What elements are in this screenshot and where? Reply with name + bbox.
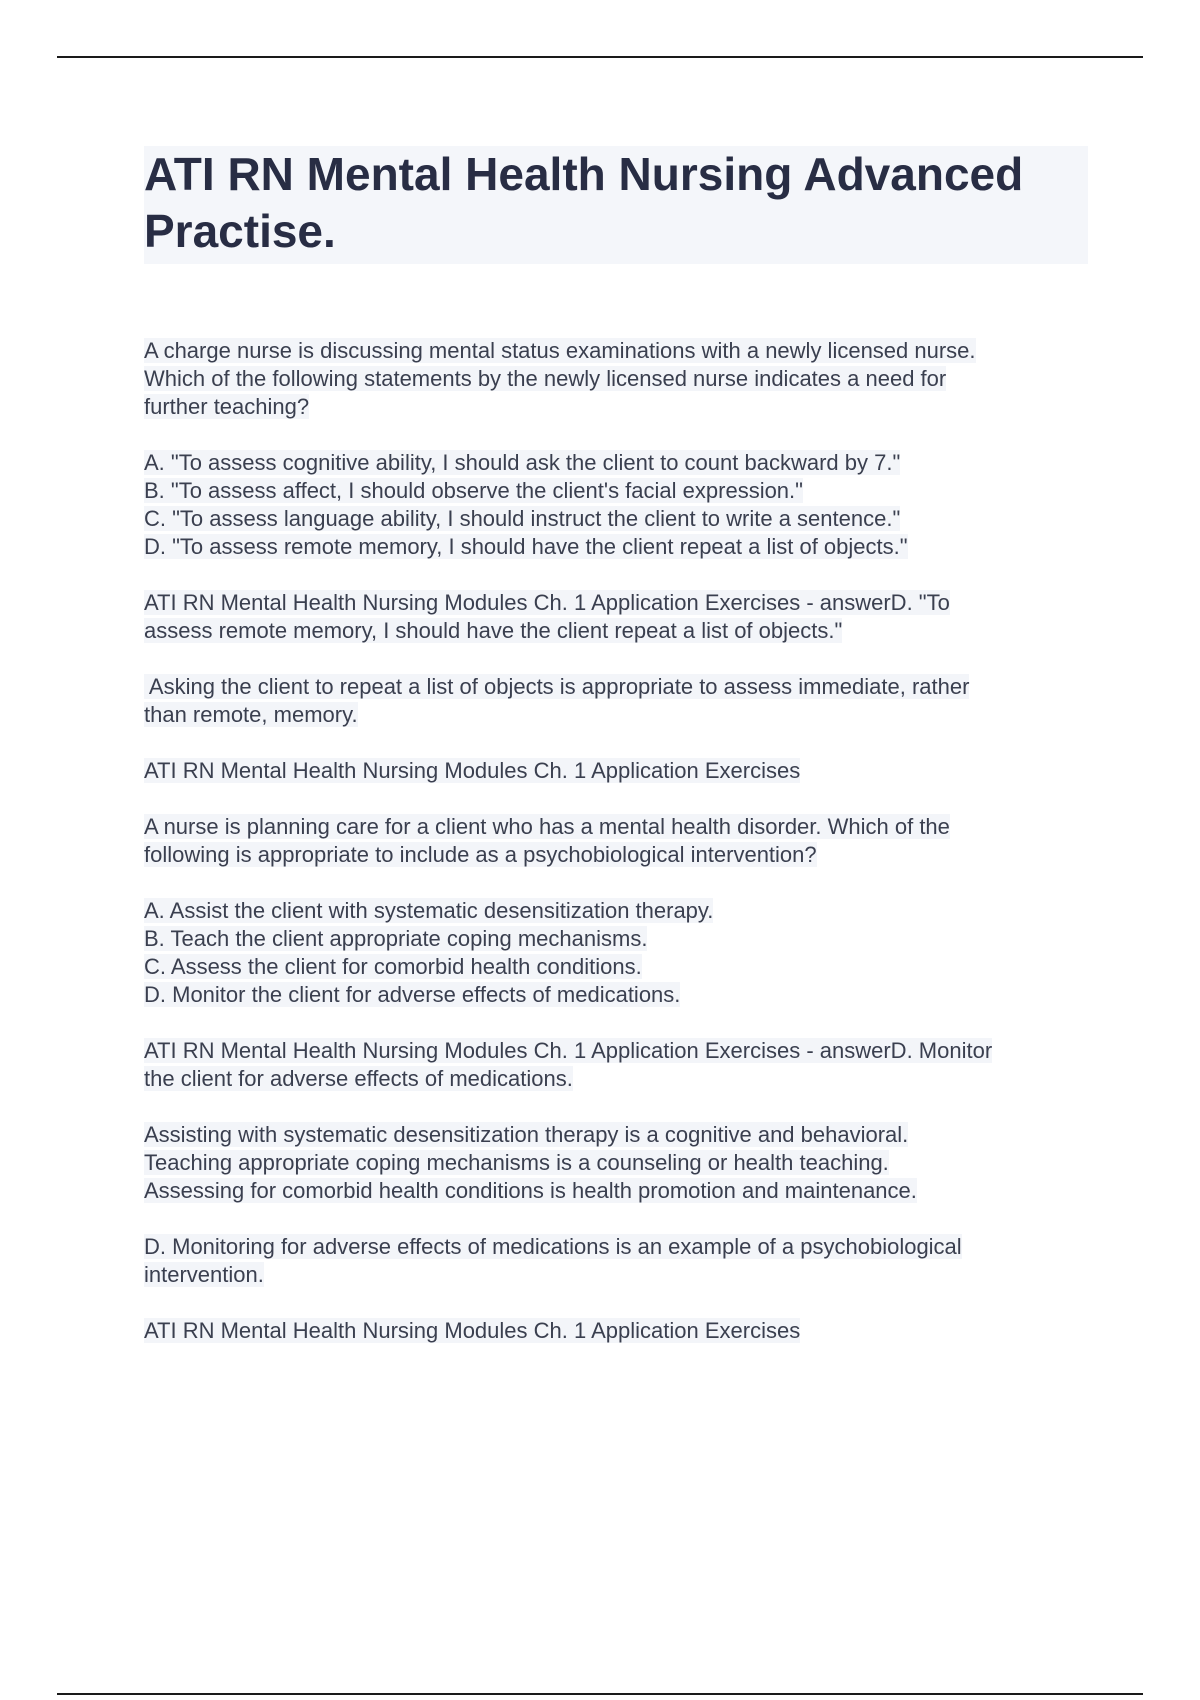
q1-option-d: D. "To assess remote memory, I should have the client repeat a list of objects." xyxy=(144,534,908,559)
q2-rationale-line-2: Teaching appropriate coping mechanisms is a counseling or health teaching. xyxy=(144,1150,889,1175)
q2-answer-line-2: the client for adverse effects of medications. xyxy=(144,1066,573,1091)
q1-question-line-1: A charge nurse is discussing mental status examinations with a newly licensed nurse. xyxy=(144,338,976,363)
q2-rationale-line-3: Assessing for comorbid health conditions is health promotion and maintenance. xyxy=(144,1178,917,1203)
q1-option-b: B. "To assess affect, I should observe the client's facial expression." xyxy=(144,478,803,503)
q2-options xyxy=(144,897,1088,1009)
q1-option-a: A. "To assess cognitive ability, I should ask the client to count backward by 7." xyxy=(144,450,901,475)
q1-rationale-line-1: Asking the client to repeat a list of objects is appropriate to assess immediate, rather xyxy=(144,674,970,699)
q2-option-d: D. Monitor the client for adverse effects of medications. xyxy=(144,982,681,1007)
title-line-2: Practise. xyxy=(144,205,336,257)
q2-answer-line-1: ATI RN Mental Health Nursing Modules Ch. 1 Application Exercises - answerD. Monitor xyxy=(144,1038,993,1063)
title-block xyxy=(144,146,1088,264)
q2-rationale-line-1: Assisting with systematic desensitization therapy is a cognitive and behavioral. xyxy=(144,1122,909,1147)
q1-option-c: C. "To assess language ability, I should instruct the client to write a sentence." xyxy=(144,506,901,531)
q1-options xyxy=(144,449,1088,561)
q1-rationale xyxy=(144,673,1088,729)
q1-rationale-line-2: than remote, memory. xyxy=(144,702,358,727)
q2-explanation xyxy=(144,1233,1088,1289)
q2-question-line-1: A nurse is planning care for a client who has a mental health disorder. Which of the xyxy=(144,814,950,839)
q1-answer-line-2: assess remote memory, I should have the client repeat a list of objects." xyxy=(144,618,843,643)
q2-source-text: ATI RN Mental Health Nursing Modules Ch. 1 Application Exercises xyxy=(144,1318,801,1343)
q1-answer xyxy=(144,589,1088,645)
q1-question xyxy=(144,337,1088,421)
q2-option-b: B. Teach the client appropriate coping mechanisms. xyxy=(144,926,648,951)
q1-question-line-3: further teaching? xyxy=(144,394,310,419)
q1-answer-line-1: ATI RN Mental Health Nursing Modules Ch. 1 Application Exercises - answerD. "To xyxy=(144,590,950,615)
top-divider xyxy=(57,56,1143,58)
document-body xyxy=(144,337,1088,1373)
q1-source xyxy=(144,757,1088,785)
q2-answer xyxy=(144,1037,1088,1093)
q1-source-text: ATI RN Mental Health Nursing Modules Ch. 1 Application Exercises xyxy=(144,758,801,783)
page-title xyxy=(144,146,1088,260)
q2-question xyxy=(144,813,1088,869)
q2-source xyxy=(144,1317,1088,1345)
q1-question-line-2: Which of the following statements by the newly licensed nurse indicates a need for xyxy=(144,366,947,391)
q2-option-c: C. Assess the client for comorbid health conditions. xyxy=(144,954,642,979)
q2-explanation-line-1: D. Monitoring for adverse effects of medications is an example of a psychobiological xyxy=(144,1234,962,1259)
q2-explanation-line-2: intervention. xyxy=(144,1262,264,1287)
q2-option-a: A. Assist the client with systematic desensitization therapy. xyxy=(144,898,714,923)
q2-question-line-2: following is appropriate to include as a psychobiological intervention? xyxy=(144,842,817,867)
q2-rationale xyxy=(144,1121,1088,1205)
bottom-divider xyxy=(57,1693,1143,1695)
title-line-1: ATI RN Mental Health Nursing Advanced xyxy=(144,148,1024,200)
